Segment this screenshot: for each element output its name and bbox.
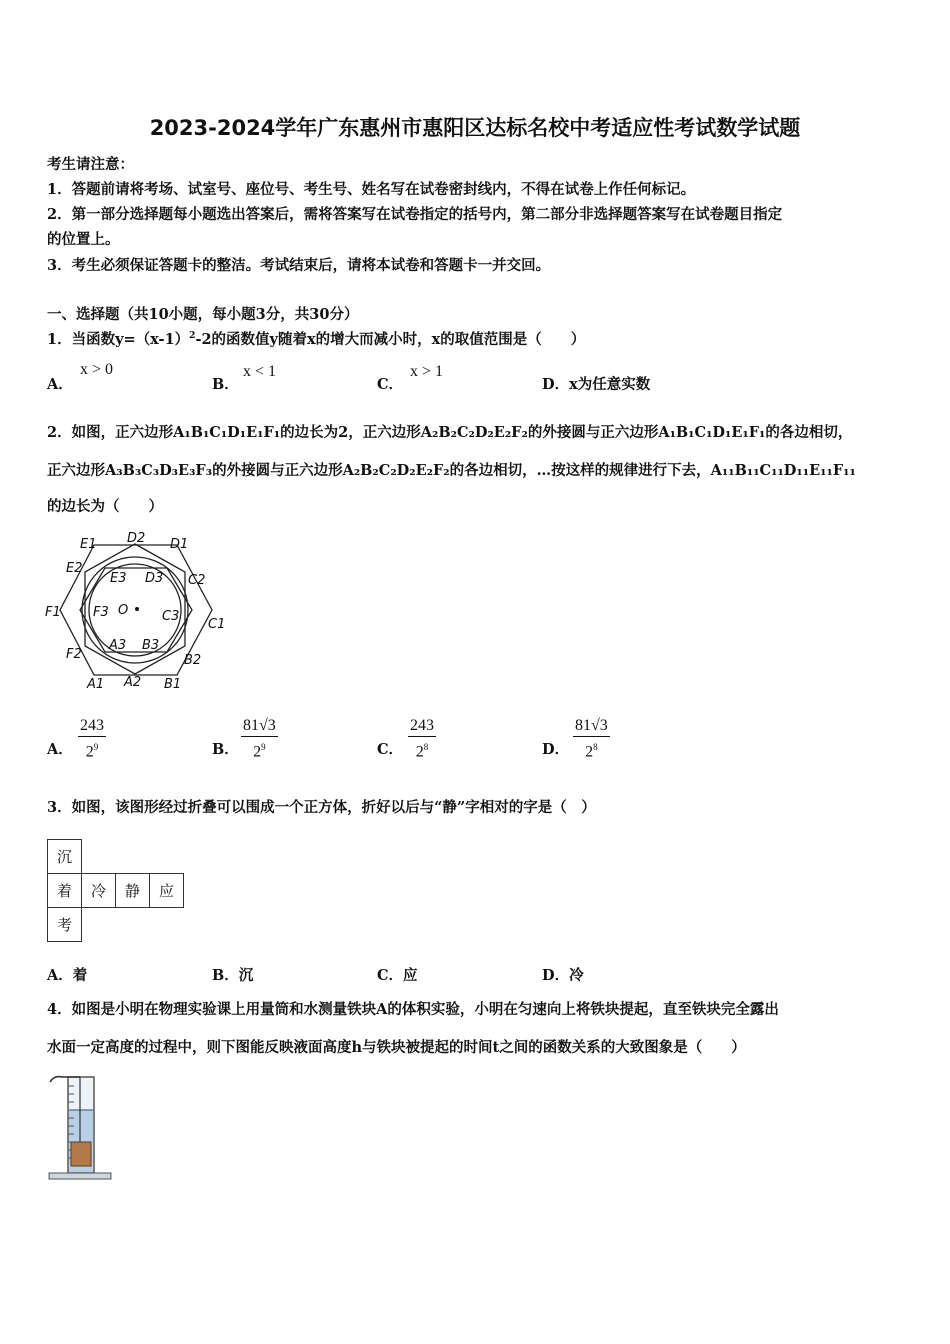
label-d3: D3 (145, 571, 164, 586)
q1-option-c[interactable] (377, 373, 403, 394)
q1-option-c-text: x > 1 (410, 363, 444, 380)
net-cell: 应 (150, 874, 184, 908)
option-label: B． (212, 741, 239, 758)
label-b1: B1 (164, 677, 182, 692)
notice-item: 2．第一部分选择题每小题选出答案后，需将答案写在试卷指定的括号内，第二部分非选择题答案写在试卷题目指定 (47, 206, 783, 223)
numerator: 243 (78, 716, 106, 737)
q1-option-b[interactable] (212, 373, 239, 394)
label-b3: B3 (142, 638, 160, 653)
label-a2: A2 (124, 675, 142, 690)
q2-option-b-fraction (241, 716, 278, 762)
q1-option-a-text: x > 0 (80, 361, 114, 378)
option-text: 沉 (238, 967, 254, 984)
q2-option-c[interactable] (377, 738, 403, 759)
q3-option-b[interactable] (212, 964, 253, 985)
label-e3: E3 (110, 571, 127, 586)
hexagon-figure (42, 528, 228, 694)
option-text: 冷 (569, 967, 584, 984)
q1-option-b-text: x < 1 (243, 363, 277, 380)
denominator: $2^9$ (253, 742, 266, 761)
option-text: 着 (72, 967, 88, 984)
denominator: $2^8$ (585, 742, 598, 761)
denominator: $2^9$ (85, 742, 99, 761)
cylinder-base (49, 1173, 111, 1179)
q2-option-a[interactable] (47, 738, 73, 759)
q2-line2: 正六边形A₃B₃C₃D₃E₃F₃的外接圆与正六边形A₂B₂C₂D₂E₂F₂的各边相切，…按这样的规律进行下去，A₁₁B₁₁C₁₁D₁₁E₁₁F₁₁ (47, 462, 856, 479)
label-d2: D2 (127, 531, 146, 546)
notice-item: 3．考生必须保证答题卡的整洁。考试结束后，请将本试卷和答题卡一并交回。 (47, 257, 551, 274)
q1-exponent: 2 (189, 331, 196, 342)
option-label: A． (47, 967, 73, 984)
q2-option-d-fraction (573, 716, 610, 762)
label-f1: F1 (45, 605, 61, 620)
q1-post: -2的函数值y随着x的增大而减小时，x的取值范围是（ ） (195, 331, 586, 348)
numerator: 81√3 (241, 716, 278, 737)
label-a1: A1 (87, 677, 105, 692)
numerator: 81√3 (573, 716, 610, 737)
q3-option-a[interactable] (47, 964, 87, 985)
graduated-cylinder-figure (44, 1074, 112, 1182)
option-label: A． (47, 741, 73, 758)
question-1 (47, 328, 585, 349)
option-label: D． (542, 967, 570, 984)
iron-block (71, 1142, 91, 1166)
option-label: B． (212, 967, 239, 984)
label-c1: C1 (208, 617, 226, 632)
option-label: C． (377, 967, 404, 984)
q1-option-a[interactable] (47, 373, 73, 394)
q3-text: 3．如图，该图形经过折叠可以围成一个正方体，折好以后与“静”字相对的字是（ ） (47, 799, 596, 816)
cube-net (47, 839, 184, 942)
label-e1: E1 (80, 537, 97, 552)
q3-option-d[interactable] (542, 964, 584, 985)
center-dot (135, 607, 139, 611)
label-b2: B2 (184, 653, 202, 668)
q4-line1: 4．如图是小明在物理实验课上用量筒和水测量铁块A的体积实验，小明在匀速向上将铁块提起，直至铁块完全露出 (47, 1001, 779, 1018)
option-label: D． (542, 741, 570, 758)
net-cell: 静 (116, 874, 150, 908)
option-label: A． (47, 376, 73, 393)
q2-option-d[interactable] (542, 738, 569, 759)
page-title: 2023-2024学年广东惠州市惠阳区达标名校中考适应性考试数学试题 (149, 116, 801, 140)
notice-item: 的位置上。 (47, 231, 120, 248)
net-cell: 冷 (82, 874, 116, 908)
label-c3: C3 (162, 609, 180, 624)
q4-line2: 水面一定高度的过程中，则下图能反映液面高度h与铁块被提起的时间t之间的函数关系的大致图象是（ ） (47, 1039, 746, 1056)
label-d1: D1 (170, 537, 189, 552)
section-heading: 一、选择题（共10小题，每小题3分，共30分） (47, 306, 359, 323)
q1-option-d[interactable] (542, 373, 650, 394)
q2-option-a-fraction (78, 716, 106, 762)
net-cell: 着 (48, 874, 82, 908)
net-cell: 考 (48, 908, 82, 942)
label-c2: C2 (188, 573, 206, 588)
numerator: 243 (408, 716, 436, 737)
label-e2: E2 (66, 561, 83, 576)
option-label: C． (377, 741, 404, 758)
option-label: C． (377, 376, 404, 393)
q2-option-b[interactable] (212, 738, 239, 759)
notice-item: 1．答题前请将考场、试室号、座位号、考生号、姓名写在试卷密封线内，不得在试卷上作任何标记。 (47, 181, 696, 198)
denominator: $2^8$ (415, 742, 429, 761)
label-o: O (118, 603, 129, 618)
q2-option-c-fraction (408, 716, 436, 762)
option-text: 应 (403, 967, 418, 984)
q1-pre: 1．当函数y=（x-1） (47, 331, 190, 348)
notice-heading: 考生请注意： (47, 156, 134, 173)
q2-line1: 2．如图，正六边形A₁B₁C₁D₁E₁F₁的边长为2，正六边形A₂B₂C₂D₂E₂F₂的外接圆与正六边形A₁B₁C₁D₁E₁F₁的各边相切， (47, 424, 853, 441)
option-label: B． (212, 376, 239, 393)
q2-line3: 的边长为（ ） (47, 498, 163, 515)
option-text: x为任意实数 (569, 376, 651, 393)
q3-option-c[interactable] (377, 964, 418, 985)
net-cell: 沉 (48, 840, 82, 874)
option-label: D． (542, 376, 570, 393)
label-a3: A3 (109, 638, 127, 653)
label-f3: F3 (93, 605, 109, 620)
label-f2: F2 (66, 647, 82, 662)
